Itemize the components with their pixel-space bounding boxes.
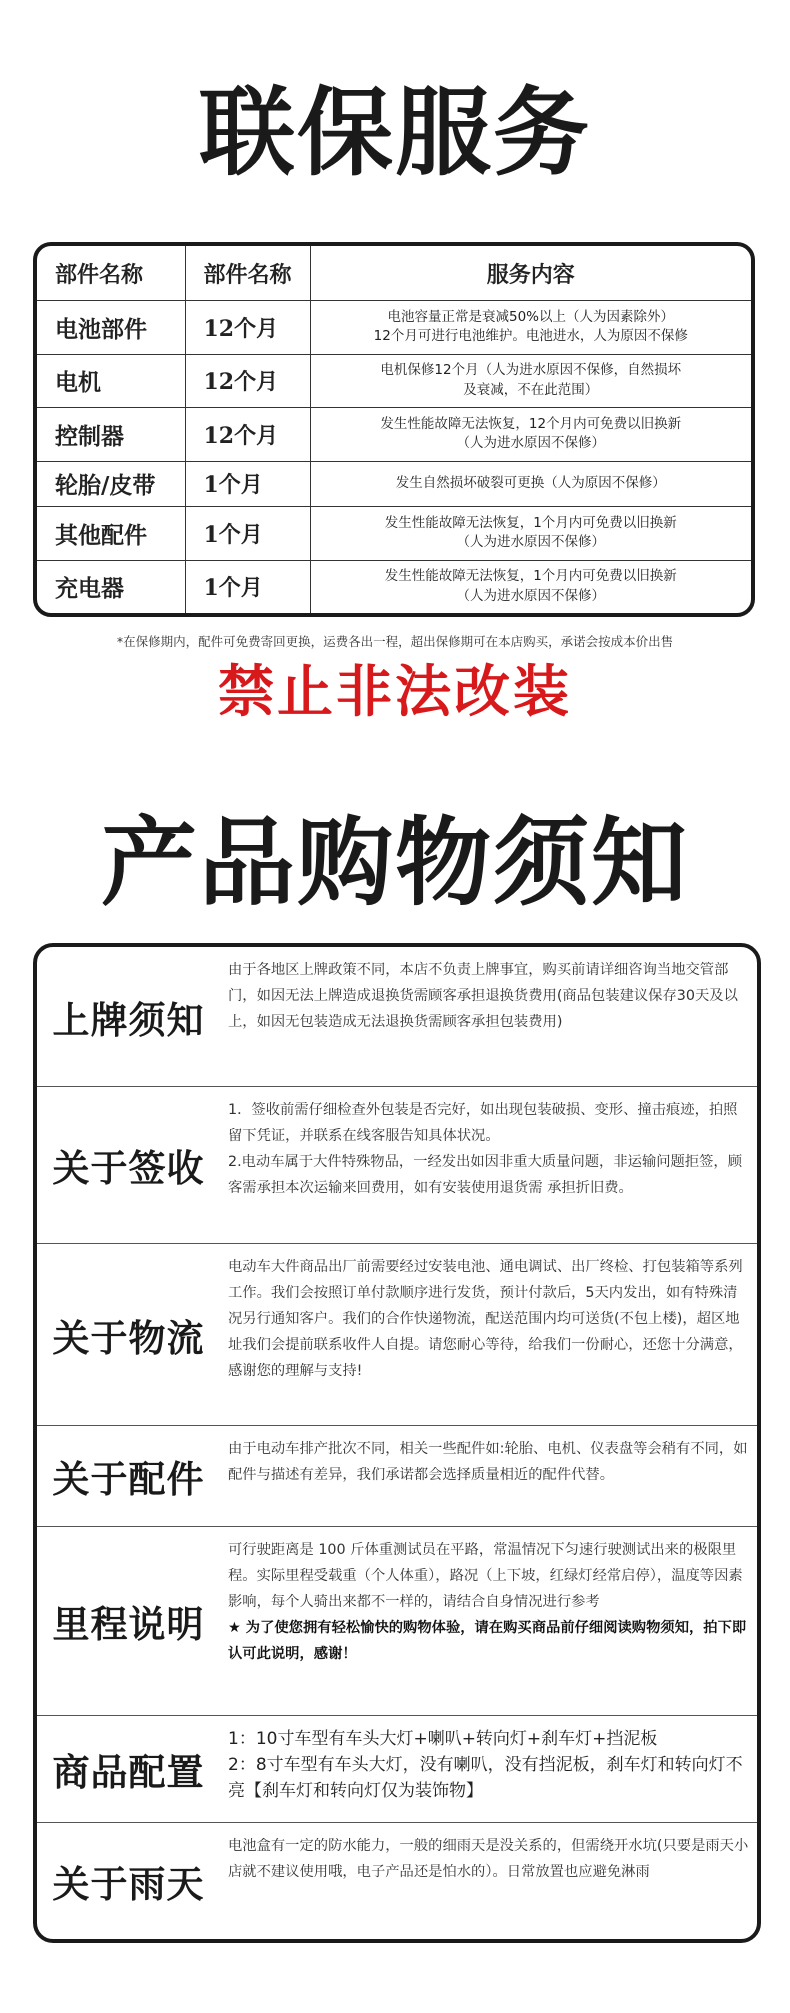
part-name: 电池部件	[37, 301, 185, 355]
service-description	[310, 354, 751, 408]
notice-text: 电动车大件商品出厂前需要经过安装电池、通电调试、出厂终检、打包装箱等系列工作。我们会按照订单付款顺序进行发货，预计付款后，5天内发出，如有特殊清况另行通知客户。我们的合作快递物流，配送范围内均可送货(不包上楼)，超区地址我们会提前联系收件人自提。请您耐心等待，给我们一份耐心，还您十分满意，感谢您的理解与支持!	[228, 1259, 743, 1379]
desc-line: （人为进水原因不保修）	[456, 534, 605, 551]
desc-line: 发生自然损坏破裂可更换（人为原因不保修）	[395, 475, 666, 492]
table-row	[37, 301, 751, 355]
notice-heading: 商品配置	[52, 1751, 205, 1794]
part-name: 轮胎/皮带	[37, 461, 185, 506]
desc-line: 及衰减，不在此范围）	[463, 381, 599, 398]
notice-body	[220, 1087, 757, 1243]
table-row	[37, 560, 751, 613]
notice-text: 2.电动车属于大件特殊物品，一经发出如因非重大质量问题，非运输问题拒签，顾客需承担本次运输来回费用，如有安装使用退货需 承担折旧费。	[228, 1154, 743, 1196]
service-description	[310, 301, 751, 355]
notice-heading: 关于配件	[52, 1458, 205, 1501]
desc-line: （人为进水原因不保修）	[456, 587, 605, 604]
part-name: 电机	[37, 354, 185, 408]
desc-line: 电机保修12个月（人为进水原因不保修，自然损坏	[380, 362, 682, 379]
part-name: 其他配件	[37, 507, 185, 561]
column-header-period: 部件名称	[185, 246, 310, 301]
notice-heading: 关于签收	[52, 1147, 205, 1190]
part-name: 充电器	[37, 560, 185, 613]
desc-line: 发生性能故障无法恢复，1个月内可免费以旧换新	[384, 568, 677, 585]
notice-heading: 关于物流	[52, 1316, 205, 1360]
warranty-period: 12个月	[185, 354, 310, 408]
notice-row-receipt	[37, 1087, 757, 1244]
table-row	[37, 507, 751, 561]
column-header-service: 服务内容	[310, 246, 751, 301]
page-title-warranty: 联保服务	[199, 77, 591, 189]
service-description	[310, 461, 751, 506]
notice-text: 由于电动车排产批次不同，相关一些配件如:轮胎、电机、仪表盘等会稍有不同，如配件与描述有差异，我们承诺都会选择质量相近的配件代替。	[228, 1441, 748, 1483]
warranty-period: 12个月	[185, 301, 310, 355]
notice-emphasis: ★ 为了使您拥有轻松愉快的购物体验，请在购买商品前仔细阅读购物须知，拍下即认可此说明，感谢！	[228, 1620, 747, 1662]
desc-line: 12个月可进行电池维护。电池进水，人为原因不保修	[373, 328, 688, 345]
warranty-footnote: *在保修期内，配件可免费寄回更换，运费各出一程，超出保修期可在本店购买，承诺会按成本价出售	[116, 634, 674, 649]
desc-line: 电池容量正常是衰减50%以上（人为因素除外）	[387, 308, 674, 325]
notice-body	[220, 1527, 757, 1715]
warranty-period: 12个月	[185, 408, 310, 462]
notice-row-logistics	[37, 1244, 757, 1426]
notice-row-plate	[37, 947, 757, 1087]
config-line: 2：8寸车型有车头大灯，没有喇叭，没有挡泥板，刹车灯和转向灯不亮【刹车灯和转向灯仅为装饰物】	[228, 1755, 743, 1801]
column-header-part: 部件名称	[37, 246, 185, 301]
notice-heading: 上牌须知	[52, 998, 205, 1042]
table-row	[37, 354, 751, 408]
notice-row-config	[37, 1716, 757, 1823]
notice-heading: 里程说明	[52, 1603, 205, 1646]
warranty-table	[33, 242, 755, 617]
notice-text: 可行驶距离是 100 斤体重测试员在平路，常温情况下匀速行驶测试出来的极限里程。实际里程受载重（个人体重），路况（上下坡，红绿灯经常启停），温度等因素影响，每个人骑出来都不一样的，请结合自身情况进行参考	[228, 1542, 743, 1610]
notice-body	[220, 1244, 757, 1425]
notice-text: 由于各地区上牌政策不同，本店不负责上牌事宜，购买前请详细咨询当地交管部门，如因无法上牌造成退换货需顾客承担退换货费用(商品包装建议保存30天及以上，如因无包装造成无法退换货需顾客承担包装费用)	[228, 962, 738, 1030]
no-illegal-modification-banner: 禁止非法改装	[218, 660, 572, 725]
warranty-period: 1个月	[185, 461, 310, 506]
notice-body	[220, 947, 757, 1086]
part-name: 控制器	[37, 408, 185, 462]
table-row	[37, 408, 751, 462]
notice-row-mileage	[37, 1527, 757, 1716]
notice-row-rain	[37, 1823, 757, 1939]
notice-text: 1．签收前需仔细检查外包装是否完好，如出现包装破损、变形、撞击痕迹，拍照留下凭证，并联系在线客服告知具体状况。	[228, 1102, 738, 1144]
service-description	[310, 408, 751, 462]
page-title-shopping-notice: 产品购物须知	[101, 807, 689, 919]
shopping-notice-table	[33, 943, 761, 1943]
notice-heading: 关于雨天	[52, 1863, 205, 1906]
service-description	[310, 507, 751, 561]
table-row	[37, 461, 751, 506]
notice-text: 电池盒有一定的防水能力，一般的细雨天是没关系的，但需绕开水坑(只要是雨天小店就不建议使用哦，电子产品还是怕水的）。日常放置也应避免淋雨	[228, 1838, 749, 1880]
notice-body	[220, 1716, 757, 1822]
notice-body	[220, 1823, 757, 1939]
service-description	[310, 560, 751, 613]
config-line: 1：10寸车型有车头大灯+喇叭+转向灯+刹车灯+挡泥板	[228, 1729, 658, 1749]
table-header-row	[37, 246, 751, 301]
desc-line: 发生性能故障无法恢复，1个月内可免费以旧换新	[384, 514, 677, 531]
notice-body	[220, 1426, 757, 1526]
notice-row-parts	[37, 1426, 757, 1527]
warranty-period: 1个月	[185, 507, 310, 561]
desc-line: （人为进水原因不保修）	[456, 435, 605, 452]
desc-line: 发生性能故障无法恢复，12个月内可免费以旧换新	[380, 415, 682, 432]
warranty-period: 1个月	[185, 560, 310, 613]
